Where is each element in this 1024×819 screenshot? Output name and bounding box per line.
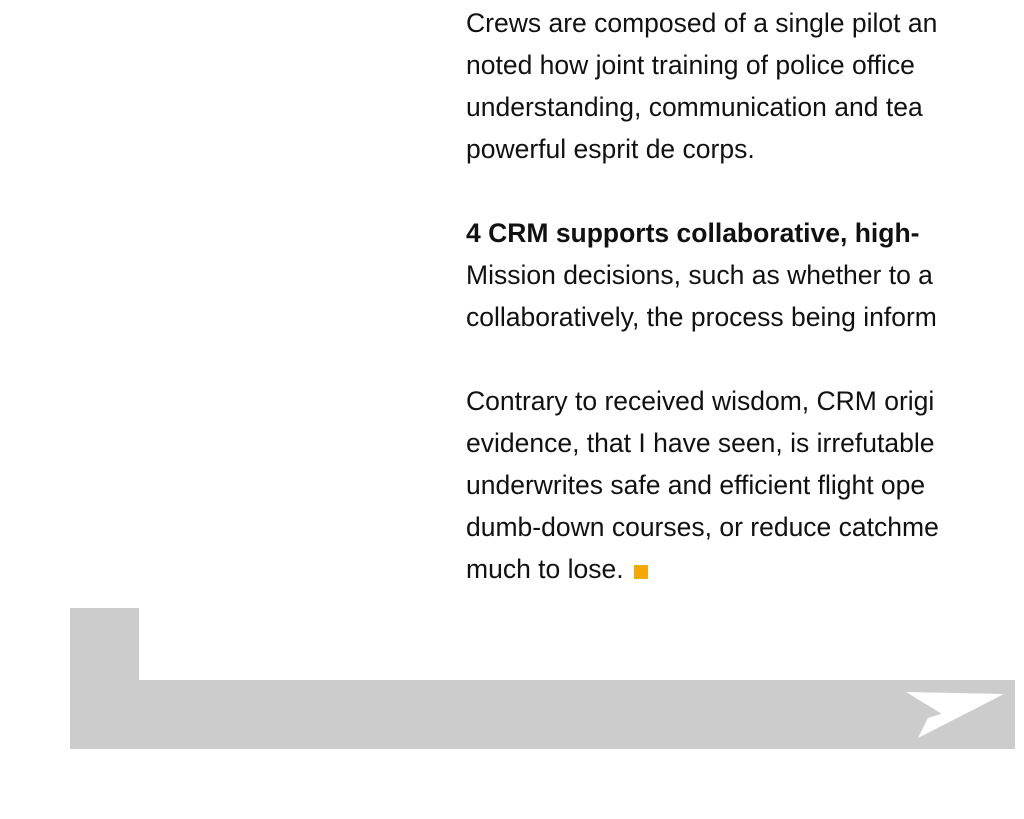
end-of-article-square-icon xyxy=(634,565,648,579)
paper-plane-icon xyxy=(904,688,1008,742)
paragraph-1-line-3: understanding, communication and tea xyxy=(466,92,923,122)
paragraph-1-line-4: powerful esprit de corps. xyxy=(466,134,755,164)
paragraph-3-line-4: dumb-down courses, or reduce catchme xyxy=(466,512,939,542)
paragraph-3-line-3: underwrites safe and efficient flight ope xyxy=(466,470,926,500)
paragraph-2-line-2: collaboratively, the process being inform xyxy=(466,302,937,332)
paragraph-2-line-1: Mission decisions, such as whether to a xyxy=(466,260,933,290)
paragraph-3-last-text: much to lose. xyxy=(466,554,624,584)
paragraph-3-line-5 xyxy=(466,548,648,590)
paragraph-1-line-1: Crews are composed of a single pilot an xyxy=(466,8,938,38)
paragraph-3-line-1: Contrary to received wisdom, CRM origi xyxy=(466,386,935,416)
section-heading: 4 CRM supports collaborative, high- xyxy=(466,218,920,248)
footer-band xyxy=(70,680,1015,749)
paragraph-1-line-2: noted how joint training of police office xyxy=(466,50,915,80)
paragraph-3-line-2: evidence, that I have seen, is irrefutable xyxy=(466,428,935,458)
footer-tab-block xyxy=(70,608,139,681)
